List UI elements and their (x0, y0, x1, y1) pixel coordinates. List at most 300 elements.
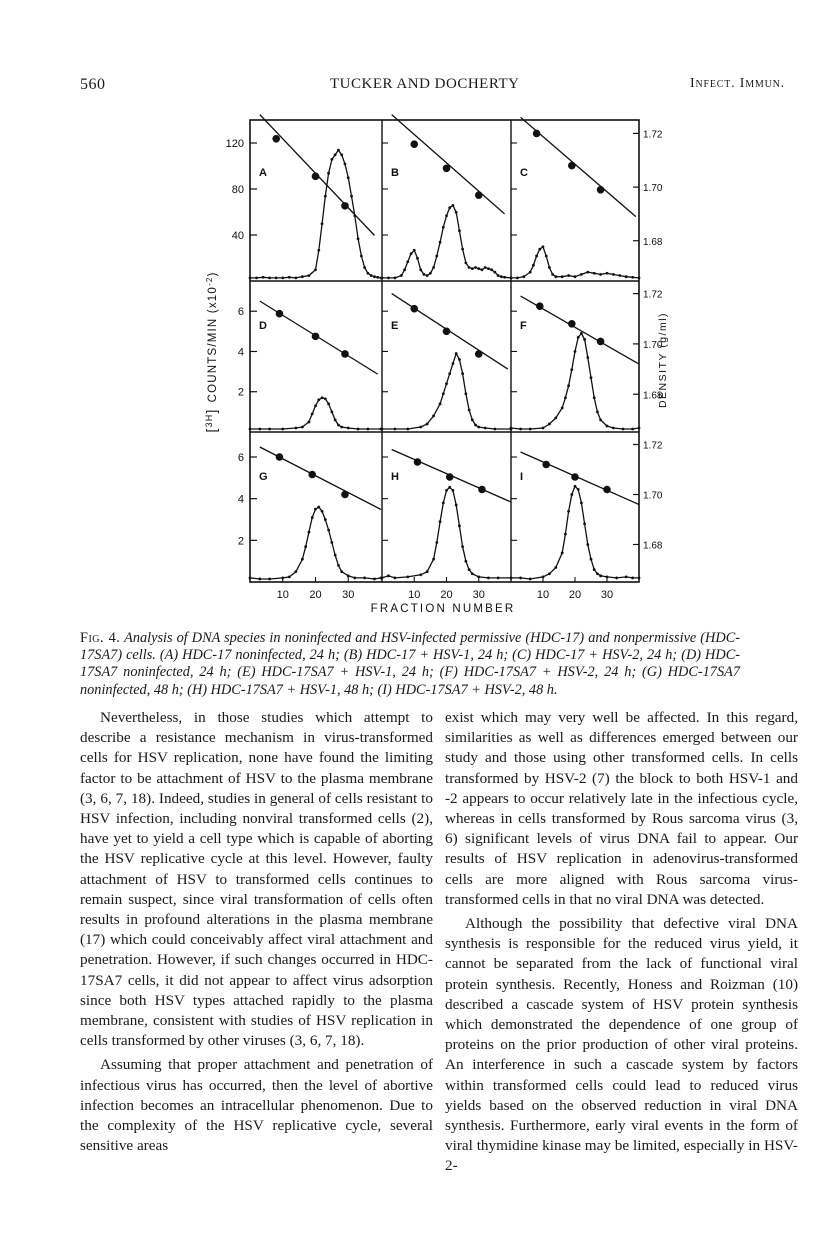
x-tick-label: 30 (600, 589, 614, 601)
y-tick-label: 2 (237, 386, 244, 399)
counts-point (327, 529, 330, 532)
counts-point (538, 248, 541, 251)
density-point (410, 140, 418, 148)
density-point (533, 130, 541, 138)
counts-point (357, 237, 360, 240)
panel-label-g: G (259, 471, 268, 483)
counts-point (317, 398, 320, 401)
counts-curve-e (382, 354, 511, 430)
counts-point (330, 541, 333, 544)
counts-point (353, 214, 356, 217)
counts-point (500, 275, 503, 278)
counts-point (448, 372, 451, 375)
counts-point (618, 274, 621, 277)
counts-point (429, 272, 432, 275)
paragraph: Nevertheless, in those studies which attempt to describe a resistance mechanism in virus-transformed cells for HSV replication, none have found the limiting factor to be attachment of HSV to the plasma membrane (3, 6, 7, 18). Indeed, studies in general of cells resistant to HSV infection, including nonviral transformed cells (2), have yet to yield a cell type which is capable of aborting the HSV replicative cycle at this level. However, faulty attachment of HSV to transformed cells continues to remain suspect, since viral transformation of cells often results in profound alterations in the plasma membrane (17) which could conceivably affect viral attachment and penetration. However, if such changes occurred in HDC-17SA7 cells, it did not appear to affect virus adsorption since both HSV types attached rapidly to the plasma membrane, consistent with studies of HSV replication in cells transformed by other viruses (3, 6, 7, 18). (80, 709, 433, 1050)
counts-point (403, 268, 406, 271)
counts-point (471, 267, 474, 270)
density-point (568, 162, 576, 170)
density-point (414, 458, 422, 466)
counts-point (275, 276, 278, 279)
counts-point (337, 149, 340, 152)
y-axis-title-left: [$^{3H}$]COUNTS/MIN $(x10^{-2})$ (203, 271, 219, 433)
density-point (272, 135, 280, 143)
counts-point (529, 578, 532, 581)
counts-point (360, 255, 363, 258)
y-axis-title-right: DENSITY (g/ml) (657, 311, 669, 409)
counts-point (311, 412, 314, 415)
density-tick-label: 1.70 (643, 490, 663, 502)
counts-point (561, 406, 564, 409)
counts-point (249, 577, 252, 580)
density-tick-label: 1.72 (643, 440, 663, 452)
counts-point (452, 362, 455, 365)
density-tick-label: 1.68 (643, 540, 663, 552)
y-tick-label: 6 (237, 452, 244, 464)
counts-point (394, 577, 397, 580)
counts-point (586, 271, 589, 274)
counts-point (567, 274, 570, 277)
counts-point (622, 428, 625, 431)
counts-point (367, 272, 370, 275)
density-point (597, 338, 605, 346)
counts-point (330, 158, 333, 161)
counts-point (596, 572, 599, 575)
counts-point (631, 577, 634, 580)
counts-point (426, 423, 429, 426)
counts-point (574, 485, 577, 488)
counts-point (548, 572, 551, 575)
density-point (475, 191, 483, 199)
counts-point (625, 575, 628, 578)
density-point (276, 310, 284, 318)
density-tick-label: 1.70 (643, 339, 663, 351)
counts-point (423, 273, 426, 276)
y-tick-label: 2 (237, 535, 244, 548)
counts-point (586, 543, 589, 546)
counts-point (334, 554, 337, 557)
figure-4-chart (0, 0, 816, 620)
counts-point (432, 266, 435, 269)
paragraph: Assuming that proper attachment and penetration of infectious virus has occurred, then the level of abortive infection becomes an intracellular phenomenon. Due to the complexity of the HSV replicative cycle, several sensitive areas (80, 1056, 433, 1155)
counts-point (542, 245, 545, 248)
counts-point (503, 276, 506, 279)
counts-point (468, 568, 471, 571)
counts-point (548, 423, 551, 426)
panel-label-a: A (259, 167, 267, 179)
counts-point (484, 266, 487, 269)
density-point (603, 486, 611, 494)
counts-point (455, 352, 458, 355)
counts-point (448, 486, 451, 489)
counts-point (308, 274, 311, 277)
counts-point (468, 408, 471, 411)
y-tick-label: 80 (231, 184, 244, 196)
counts-point (347, 427, 350, 430)
counts-point (340, 570, 343, 573)
counts-point (357, 428, 360, 431)
counts-point (606, 425, 609, 428)
counts-point (638, 276, 641, 279)
counts-point (317, 506, 320, 509)
counts-point (376, 276, 379, 279)
counts-point (548, 266, 551, 269)
counts-point (461, 545, 464, 548)
density-line-b (392, 115, 505, 214)
paragraph: Although the possibility that defective viral DNA synthesis is responsible for the reduced virus yield, it cannot be separated from the lack of functional viral protein synthesis. Recently, Honess and Roizman (10) described a cascade system of HSV protein synthesis which demonstrated the dependence of one group of proteins on the prior production of other viral proteins. An interference in such a cascade system by factors within transformed cells could lead to reduced virus yields based on the observed reduction in viral DNA synthesis. Furthermore, early viral events in the form of viral thymidine kinase may be limited, especially in HSV-2- (445, 915, 798, 1175)
counts-point (590, 376, 593, 379)
counts-point (638, 577, 641, 580)
counts-point (477, 575, 480, 578)
density-point (597, 186, 605, 194)
counts-point (487, 267, 490, 270)
counts-point (455, 211, 458, 214)
counts-point (448, 206, 451, 209)
counts-point (464, 392, 467, 395)
counts-point (468, 266, 471, 269)
density-point (312, 173, 320, 181)
counts-point (529, 271, 532, 274)
counts-point (593, 568, 596, 571)
panel-label-b: B (391, 167, 399, 179)
y-tick-label: 120 (225, 138, 244, 150)
counts-point (373, 275, 376, 278)
counts-point (567, 510, 570, 513)
density-point (536, 302, 544, 310)
counts-curve-f (511, 333, 639, 429)
counts-point (564, 533, 567, 536)
counts-point (347, 176, 350, 179)
density-tick-label: 1.68 (643, 390, 663, 402)
counts-point (586, 356, 589, 359)
counts-point (615, 577, 618, 580)
running-title: TUCKER AND DOCHERTY (330, 76, 520, 92)
density-point (410, 305, 418, 313)
counts-point (353, 577, 356, 580)
counts-point (294, 427, 297, 430)
counts-point (314, 268, 317, 271)
counts-point (255, 276, 258, 279)
counts-point (519, 428, 522, 431)
figure-frame (250, 120, 639, 582)
counts-point (314, 508, 317, 511)
counts-point (400, 274, 403, 277)
counts-curve-h (382, 487, 511, 578)
counts-point (583, 522, 586, 525)
counts-point (249, 428, 252, 431)
counts-point (461, 248, 464, 251)
counts-point (561, 275, 564, 278)
counts-point (612, 427, 615, 430)
counts-point (574, 350, 577, 353)
journal-name: Infect. Immun. (690, 76, 785, 91)
counts-point (638, 427, 641, 430)
density-point (443, 328, 451, 336)
counts-point (324, 518, 327, 521)
counts-point (249, 276, 252, 279)
counts-point (580, 502, 583, 505)
counts-point (631, 428, 634, 431)
counts-point (435, 255, 438, 258)
x-tick-label: 20 (568, 589, 582, 601)
counts-point (334, 153, 337, 156)
counts-point (535, 255, 538, 258)
x-tick-label: 10 (276, 589, 289, 601)
counts-point (583, 338, 586, 341)
counts-point (458, 524, 461, 527)
counts-point (474, 266, 477, 269)
counts-point (321, 396, 324, 399)
counts-point (432, 558, 435, 561)
counts-point (416, 257, 419, 260)
counts-point (570, 493, 573, 496)
counts-point (529, 428, 532, 431)
counts-point (327, 402, 330, 405)
counts-point (321, 222, 324, 225)
figure-caption-text: Analysis of DNA species in noninfected and HSV-infected permissive (HDC-17) and nonpermissive (HDC-17SA7) cells. (A) HDC-17 noninfected, 24 h; (B) HDC-17 + HSV-1, 24 h; (C) HDC-17 + HSV-2, 24 h; (D) HDC-17SA7 noninfected, 24 h; (E) HDC-17SA7 + HSV-1, 24 h; (F) HDC-17SA7 + HSV-2, 24 h; (G) HDC-17SA7 noninfected, 48 h; (H) HDC-17SA7 + HSV-1, 48 h; (I) HDC-17SA7 + HSV-2, 48 h. (80, 630, 740, 698)
counts-point (522, 275, 525, 278)
counts-point (419, 426, 422, 429)
counts-point (337, 424, 340, 427)
panel-label-i: I (520, 471, 524, 483)
counts-point (442, 392, 445, 395)
panel-label-h: H (391, 471, 399, 483)
counts-point (381, 428, 384, 431)
counts-point (327, 172, 330, 175)
counts-point (373, 578, 376, 581)
counts-point (497, 577, 500, 580)
counts-point (554, 417, 557, 420)
counts-point (317, 249, 320, 252)
counts-point (413, 249, 416, 252)
counts-point (551, 273, 554, 276)
counts-point (308, 531, 311, 534)
counts-point (432, 415, 435, 418)
counts-point (301, 558, 304, 561)
counts-point (574, 275, 577, 278)
counts-point (340, 426, 343, 429)
panel-label-e: E (391, 320, 399, 332)
counts-point (394, 428, 397, 431)
counts-point (288, 575, 291, 578)
density-point (446, 473, 454, 481)
counts-point (367, 428, 370, 431)
panel-label-c: C (520, 167, 528, 179)
counts-point (612, 273, 615, 276)
counts-point (606, 575, 609, 578)
counts-point (294, 276, 297, 279)
counts-point (281, 428, 284, 431)
counts-point (344, 163, 347, 166)
counts-point (347, 574, 350, 577)
counts-point (334, 419, 337, 422)
x-tick-label: 30 (342, 589, 355, 601)
counts-point (381, 276, 384, 279)
counts-point (439, 241, 442, 244)
counts-point (268, 578, 271, 581)
counts-point (542, 575, 545, 578)
density-point (276, 453, 284, 461)
counts-point (262, 276, 265, 279)
density-point (341, 350, 349, 358)
counts-curve-a (250, 150, 381, 278)
counts-point (510, 577, 513, 580)
counts-point (442, 502, 445, 505)
counts-point (370, 274, 373, 277)
counts-point (474, 424, 477, 427)
density-point (571, 473, 579, 481)
counts-curve-i (511, 486, 639, 579)
counts-point (445, 489, 448, 492)
counts-point (363, 577, 366, 580)
counts-point (493, 428, 496, 431)
counts-point (590, 558, 593, 561)
counts-point (519, 577, 522, 580)
counts-point (461, 372, 464, 375)
counts-point (410, 252, 413, 255)
counts-point (493, 271, 496, 274)
counts-point (554, 566, 557, 569)
counts-point (577, 488, 580, 491)
counts-point (567, 384, 570, 387)
counts-curve-g (250, 507, 381, 579)
counts-point (394, 276, 397, 279)
y-tick-label: 6 (237, 306, 244, 319)
counts-point (497, 274, 500, 277)
panel-label-f: F (520, 320, 527, 332)
counts-point (314, 404, 317, 407)
panel-label-d: D (259, 320, 267, 332)
density-point (542, 461, 550, 469)
paragraph: exist which may very well be affected. In this regard, similarities as well as differences emerged between our study and those using other transformed cells. In cells transformed by HSV-2 (7) the block to both HSV-1 and -2 appears to occur relatively late in the infectious cycle, whereas in cells transformed by Rous sarcoma virus (3, 6) significant levels of virus DNA fail to appear. Our results of HSV replication in adenovirus-transformed cells are more aligned with Rous sarcoma virus-transformed cells in that no viral DNA was detected. (445, 709, 798, 908)
counts-point (435, 541, 438, 544)
counts-point (625, 275, 628, 278)
counts-point (471, 572, 474, 575)
counts-point (464, 560, 467, 563)
counts-point (631, 276, 634, 279)
x-tick-label: 10 (536, 589, 550, 601)
counts-point (419, 268, 422, 271)
density-point (568, 320, 576, 328)
page-number: 560 (80, 76, 106, 93)
counts-point (458, 229, 461, 232)
counts-point (337, 564, 340, 567)
counts-point (599, 574, 602, 577)
counts-point (281, 276, 284, 279)
counts-point (458, 358, 461, 361)
counts-point (477, 267, 480, 270)
density-point (475, 350, 483, 358)
counts-point (387, 276, 390, 279)
body-column-right (445, 708, 798, 1181)
counts-point (426, 570, 429, 573)
counts-point (301, 275, 304, 278)
counts-point (510, 276, 513, 279)
counts-point (452, 204, 455, 207)
counts-point (363, 266, 366, 269)
counts-point (445, 382, 448, 385)
density-point (443, 165, 451, 173)
counts-point (340, 153, 343, 156)
counts-point (554, 275, 557, 278)
counts-point (542, 427, 545, 430)
counts-point (484, 427, 487, 430)
counts-point (350, 195, 353, 198)
counts-point (301, 426, 304, 429)
x-axis-title: FRACTION NUMBER (370, 603, 516, 615)
counts-point (471, 419, 474, 422)
counts-point (442, 226, 445, 229)
counts-point (268, 428, 271, 431)
counts-point (321, 510, 324, 513)
counts-point (324, 195, 327, 198)
density-point (478, 486, 486, 494)
x-tick-label: 20 (309, 589, 322, 601)
counts-point (596, 410, 599, 413)
counts-point (532, 264, 535, 267)
counts-curve-d (250, 398, 381, 429)
counts-point (464, 262, 467, 265)
counts-point (311, 516, 314, 519)
counts-point (406, 575, 409, 578)
x-tick-label: 10 (408, 589, 421, 601)
density-point (308, 471, 316, 479)
density-tick-label: 1.70 (643, 183, 663, 195)
counts-point (439, 402, 442, 405)
counts-point (445, 214, 448, 217)
counts-point (304, 545, 307, 548)
counts-point (294, 570, 297, 573)
density-tick-label: 1.72 (643, 289, 663, 301)
counts-point (564, 396, 567, 399)
counts-point (330, 410, 333, 413)
counts-point (606, 272, 609, 275)
counts-point (510, 427, 513, 430)
counts-point (258, 578, 261, 581)
counts-point (324, 397, 327, 400)
counts-point (258, 428, 261, 431)
counts-point (308, 421, 311, 424)
counts-point (288, 276, 291, 279)
counts-point (439, 520, 442, 523)
counts-point (580, 273, 583, 276)
y-tick-label: 4 (237, 346, 244, 359)
counts-point (490, 268, 493, 271)
figure-label: Fig. 4. (80, 630, 121, 646)
counts-point (455, 504, 458, 507)
x-tick-label: 30 (472, 589, 485, 601)
counts-point (593, 396, 596, 399)
counts-point (545, 255, 548, 258)
counts-point (406, 428, 409, 431)
counts-point (599, 273, 602, 276)
y-tick-label: 40 (231, 230, 244, 242)
counts-point (577, 336, 580, 339)
counts-point (481, 268, 484, 271)
counts-point (452, 489, 455, 492)
density-tick-label: 1.68 (643, 236, 663, 248)
density-tick-label: 1.72 (643, 129, 663, 141)
counts-point (426, 274, 429, 277)
counts-point (570, 368, 573, 371)
counts-point (268, 276, 271, 279)
counts-point (381, 577, 384, 580)
density-point (341, 202, 349, 210)
counts-point (580, 332, 583, 335)
counts-point (599, 419, 602, 422)
counts-point (281, 577, 284, 580)
density-point (341, 491, 349, 499)
